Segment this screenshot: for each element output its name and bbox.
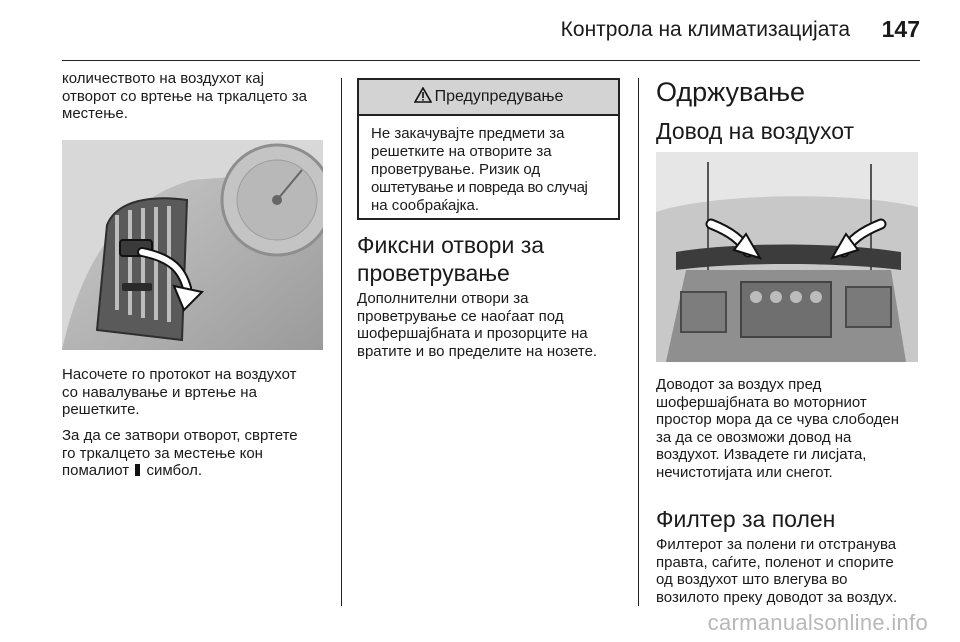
warning-body	[359, 116, 618, 215]
air-intake-line-6: нечистотијата или снегот.	[656, 463, 833, 481]
intro-line-3: местење.	[62, 105, 128, 122]
warning-line-5: на сообраќајка.	[371, 197, 480, 214]
warning-box	[357, 78, 620, 220]
close-line-1: За да се затвори отворот, свртете	[62, 427, 298, 444]
fixed-vents-heading-line-1: Фиксни отвори за	[357, 232, 545, 258]
fixed-vents-line-3: шофершајбната и прозорците на	[357, 325, 588, 342]
warning-triangle-icon	[414, 87, 432, 108]
warning-header	[359, 80, 618, 116]
close-line-3-end: симбол.	[146, 462, 203, 479]
pollen-filter-heading: Филтер за полен	[656, 506, 836, 532]
air-vent-illustration	[62, 140, 323, 350]
fixed-vents-heading-line-2: проветрување	[357, 260, 510, 286]
warning-line-2: решетките на отворите за	[371, 143, 552, 160]
air-intake-line-5: воздухот. Извадете ги лисјата,	[656, 446, 867, 463]
close-line-3	[62, 462, 202, 480]
intro-line-1: количеството на воздухот кај	[62, 70, 264, 87]
fixed-vents-line-2: проветрување се наоѓаат под	[357, 307, 564, 325]
engine-bay-photo	[656, 152, 918, 362]
intro-line-2: отворот со вртење на тркалцето за	[62, 87, 308, 105]
fixed-vents-line-4: вратите и во пределите на нозете.	[357, 342, 598, 360]
maintenance-heading: Одржување	[656, 77, 806, 107]
warning-title: Предупредување	[434, 88, 564, 105]
air-intake-line-4: за да се овозможи довод на	[656, 428, 852, 446]
engine-bay-illustration	[656, 152, 918, 362]
warning-line-4: оштетување и повреда во случај	[371, 179, 588, 196]
header-rule	[62, 60, 920, 61]
column-divider-left	[341, 78, 342, 606]
air-vent-photo	[62, 140, 323, 350]
small-bar-symbol-icon	[135, 464, 140, 476]
air-intake-line-3: простор мора да се чува слободен	[656, 411, 900, 428]
warning-line-1: Не закачувајте предмети за	[371, 125, 565, 142]
pollen-filter-line-1: Филтерот за полени ги отстранува	[656, 536, 897, 553]
pollen-filter-line-3: од воздухот што влегува во	[656, 571, 848, 588]
page-number: 147	[881, 16, 920, 42]
pollen-filter-line-4: возилото преку доводот за воздух.	[656, 588, 898, 606]
watermark: carmanualsonline.info	[707, 610, 928, 635]
pollen-filter-line-2: правта, саѓите, поленот и спорите	[656, 553, 894, 571]
close-line-3-text: помалиот	[62, 462, 130, 479]
air-intake-line-2: шофершајбната во моторниот	[656, 393, 867, 411]
warning-line-3: проветрување. Ризик од	[371, 161, 541, 178]
caption-line-2: со навалување и вртење на	[62, 383, 257, 401]
running-header-title: Контрола на климатизацијата	[560, 18, 850, 41]
column-divider-right	[638, 78, 639, 606]
close-line-2: го тркалцето за местење кон	[62, 444, 263, 462]
air-intake-line-1: Доводот за воздух пред	[656, 376, 822, 393]
caption-line-1: Насочете го протокот на воздухот	[62, 366, 297, 383]
caption-line-3: решетките.	[62, 401, 140, 418]
fixed-vents-line-1: Дополнителни отвори за	[357, 290, 529, 307]
air-intake-heading: Довод на воздухот	[656, 118, 855, 144]
